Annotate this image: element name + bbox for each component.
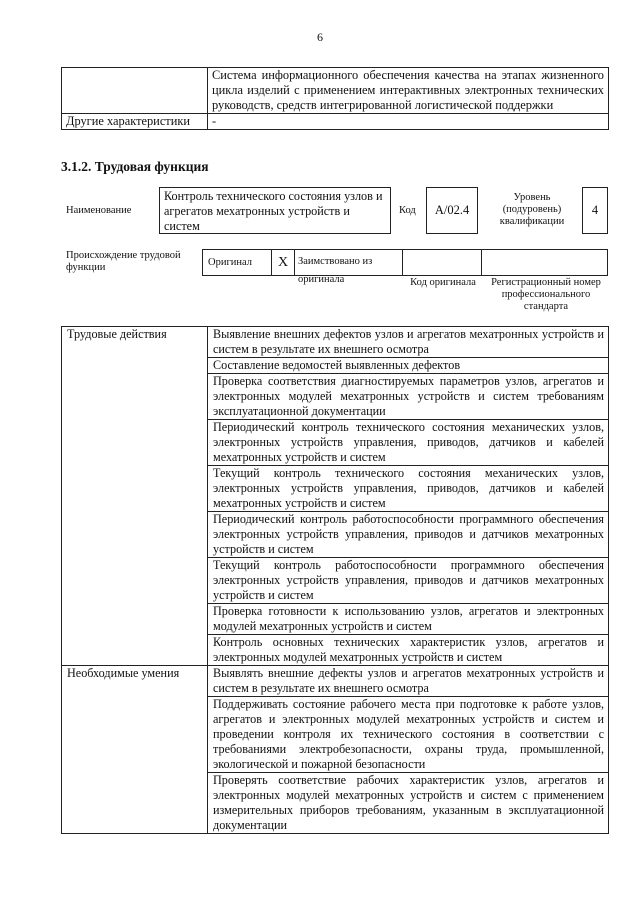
borrowed-label: Заимствовано из оригинала [298, 256, 373, 285]
table-row [62, 666, 609, 697]
main-table [61, 326, 609, 834]
labor-action-item: Текущий контроль работоспособности программного обеспечения электронных устройств управления, приводов и датчиков мехатронных устройств и систем [208, 558, 609, 604]
labor-action-item: Составление ведомостей выявленных дефектов [208, 358, 609, 374]
reg-number-cell [481, 249, 608, 276]
code-label: Код [399, 205, 416, 216]
labor-action-item: Проверка соответствия диагностируемых параметров узлов, агрегатов и электронных модулей мехатронных устройств и систем требованиям эксплуатационной документации [208, 374, 609, 420]
name-label: Наименование [66, 205, 132, 216]
level-label: Уровень (подуровень) квалификации [499, 192, 565, 227]
skill-item: Выявлять внешние дефекты узлов и агрегатов мехатронных устройств и систем в результате их внешнего осмотра [208, 666, 609, 697]
skill-item: Поддерживать состояние рабочего места при подготовке к работе узлов, агрегатов и электронных модулей мехатронных устройств и систем и проведении контроля их технического состояния в соответствии с требованиями электробезопасности, охраны труда, промышленной, экологической и пожарной безопасности [208, 697, 609, 773]
skill-group-label: Необходимые умения [62, 666, 208, 834]
other-characteristics-label: Другие характеристики [62, 114, 208, 130]
table-row [62, 327, 609, 358]
original-code-cell [402, 249, 482, 276]
other-characteristics-value: - [208, 114, 609, 130]
labor-action-group-label: Трудовые действия [62, 327, 208, 666]
function-code-box: А/02.4 [426, 187, 478, 234]
labor-action-item: Контроль основных технических характеристик узлов, агрегатов и электронных модулей мехатронных устройств и систем [208, 635, 609, 666]
origin-label: Происхождение трудовой функции [66, 250, 181, 273]
original-mark-cell: X [271, 249, 295, 276]
skill-item: Проверять соответствие рабочих характеристик узлов, агрегатов и электронных модулей мехатронных устройств и систем с применением измерительных приборов требованиям, указанным в эксплуатационной документации [208, 773, 609, 834]
labor-action-item: Периодический контроль технического состояния механических узлов, электронных устройств управления, приводов, датчиков и кабелей мехатронных устройств и систем [208, 420, 609, 466]
borrowed-cell [294, 249, 403, 285]
reg-number-caption: Регистрационный номер профессионального стандарта [491, 277, 601, 312]
labor-action-item: Текущий контроль технического состояния механических узлов, электронных устройств управления, приводов, датчиков и кабелей мехатронных устройств и систем [208, 466, 609, 512]
orig-code-caption: Код оригинала [410, 277, 476, 288]
page-number: 6 [317, 30, 323, 44]
top-table-empty-cell [62, 68, 208, 114]
labor-action-item: Периодический контроль работоспособности программного обеспечения электронных устройств управления, приводов и датчиков мехатронных устройств и систем [208, 512, 609, 558]
original-label: Оригинал [208, 257, 252, 268]
top-table [61, 67, 609, 130]
section-heading: 3.1.2. Трудовая функция [61, 159, 209, 174]
top-table-text-cell: Система информационного обеспечения качества на этапах жизненного цикла изделий с применением интерактивных электронных технических руководств, средств интегрированной логистической поддержки [208, 68, 609, 114]
original-cell [202, 249, 272, 276]
labor-action-item: Выявление внешних дефектов узлов и агрегатов мехатронных устройств и систем в результате их внешнего осмотра [208, 327, 609, 358]
level-box: 4 [582, 187, 608, 234]
labor-action-item: Проверка готовности к использованию узлов, агрегатов и электронных модулей мехатронных устройств и систем [208, 604, 609, 635]
function-name-box: Контроль технического состояния узлов и агрегатов мехатронных устройств и систем [159, 187, 391, 234]
